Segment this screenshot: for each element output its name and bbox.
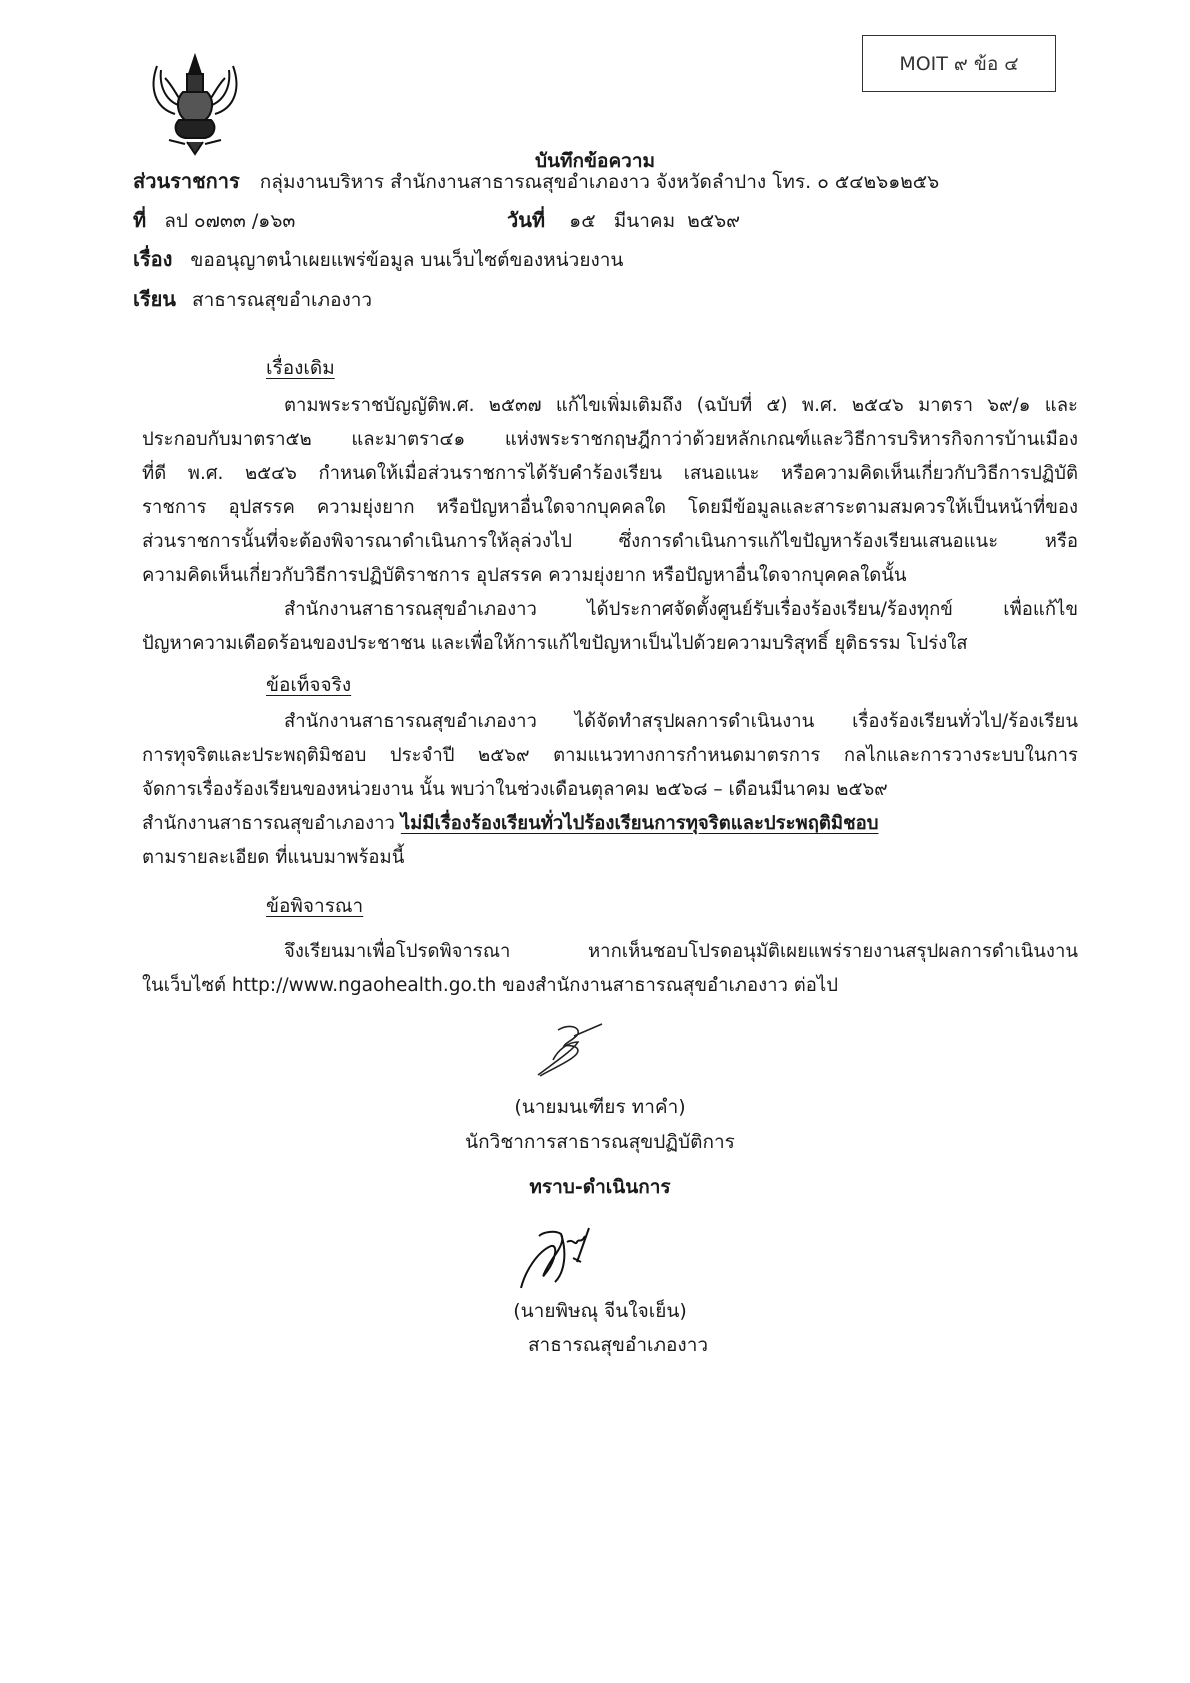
- date-label: วันที่: [507, 208, 546, 232]
- approval-label: ทราบ-ดำเนินการ: [529, 1176, 671, 1198]
- paragraph-line: ความคิดเห็นเกี่ยวกับวิธีการปฏิบัติราชการ อุปสรรค ความยุ่งยาก หรือปัญหาอื่นใดจากบุคคลใดนั้น: [142, 565, 907, 586]
- document-reference-text: MOIT ๙ ข้อ ๔: [899, 52, 1019, 75]
- paragraph-line: ตามพระราชบัญญัติพ.ศ. ๒๕๓๗ แก้ไขเพิ่มเติมถึง (ฉบับที่ ๕) พ.ศ. ๒๕๔๖ มาตรา ๖๙/๑ และ: [284, 395, 1078, 416]
- paragraph-line: ราชการ อุปสรรค ความยุ่งยาก หรือปัญหาอื่นใดจากบุคคลใด โดยมีข้อมูลและสาระตามสมควรให้เป็นหน้าที่ของ: [142, 497, 1078, 518]
- section-heading-consideration: ข้อพิจารณา: [266, 895, 364, 917]
- section-heading-background: เรื่องเดิม: [266, 357, 335, 379]
- date-row: [507, 207, 740, 234]
- paragraph-line: ประกอบกับมาตรา๕๒ และมาตรา๔๑ แห่งพระราชกฤษฎีกาว่าด้วยหลักเกณฑ์และวิธีการบริหารกิจการบ้านเมือง: [142, 429, 1078, 450]
- reference-row: [133, 207, 295, 234]
- paragraph-line: ส่วนราชการนั้นที่จะต้องพิจารณาดำเนินการให้ลุล่วงไป ซึ่งการดำเนินการแก้ไขปัญหาร้องเรียนเสนอแนะ หรือ: [142, 531, 1078, 552]
- paragraph-line: สำนักงานสาธารณสุขอำเภองาว ได้จัดทำสรุปผลการดำเนินงาน เรื่องร้องเรียนทั่วไป/ร้องเรียน: [284, 711, 1078, 732]
- agency-value: กลุ่มงานบริหาร สำนักงานสาธารณสุขอำเภองาว จังหวัดลำปาง โทร. ๐ ๕๔๒๖๑๒๕๖: [259, 171, 940, 193]
- background-paragraph: [142, 389, 1078, 661]
- facts-paragraph: [142, 705, 1078, 875]
- signatory-2-position: สาธารณสุขอำเภองาว: [527, 1334, 709, 1356]
- signature-2-icon: [515, 1222, 605, 1292]
- reference-label: ที่: [133, 208, 147, 232]
- section-heading-facts: ข้อเท็จจริง: [266, 674, 352, 696]
- paragraph-line: จัดการเรื่องร้องเรียนของหน่วยงาน นั้น พบว่าในช่วงเดือนตุลาคม ๒๕๖๘ – เดือนมีนาคม ๒๕๖๙: [142, 779, 888, 800]
- facts-line-prefix: สำนักงานสาธารณสุขอำเภองาว: [142, 813, 401, 834]
- paragraph-line: ที่ดี พ.ศ. ๒๕๔๖ กำหนดให้เมื่อส่วนราชการได้รับคำร้องเรียน เสนอแนะ หรือความคิดเห็นเกี่ยวกับวิธีการปฏิบัติ: [142, 463, 1078, 484]
- paragraph-line: ในเว็บไซต์ http://www.ngaohealth.go.th ของสำนักงานสาธารณสุขอำเภองาว ต่อไป: [142, 975, 838, 996]
- consideration-paragraph: [142, 935, 1078, 1003]
- signatory-1-position: นักวิชาการสาธารณสุขปฏิบัติการ: [465, 1131, 735, 1153]
- subject-row: [133, 246, 623, 273]
- agency-label: ส่วนราชการ: [133, 169, 240, 193]
- signature-1-icon: [528, 1020, 608, 1080]
- to-value: สาธารณสุขอำเภองาว: [192, 289, 373, 311]
- paragraph-line: จึงเรียนมาเพื่อโปรดพิจารณา หากเห็นชอบโปรดอนุมัติเผยแพร่รายงานสรุปผลการดำเนินงาน: [284, 941, 1078, 962]
- to-row: [133, 286, 372, 313]
- signatory-1-name: (นายมนเฑียร ทาคำ): [514, 1096, 686, 1118]
- subject-label: เรื่อง: [133, 247, 173, 271]
- paragraph-line: ปัญหาความเดือดร้อนของประชาชน และเพื่อให้การแก้ไขปัญหาเป็นไปด้วยความบริสุทธิ์ ยุติธรรม โปร่งใส: [142, 633, 968, 654]
- garuda-emblem-icon: [145, 48, 245, 158]
- paragraph-line: [142, 807, 1078, 841]
- no-complaints-emphasis: ไม่มีเรื่องร้องเรียนทั่วไปร้องเรียนการทุจริตและประพฤติมิชอบ: [400, 813, 879, 834]
- reference-value: ลป ๐๗๓๓ /๑๖๓: [164, 210, 296, 232]
- paragraph-line: สำนักงานสาธารณสุขอำเภองาว ได้ประกาศจัดตั้งศูนย์รับเรื่องร้องเรียน/ร้องทุกข์ เพื่อแก้ไข: [284, 599, 1078, 620]
- agency-row: [133, 168, 939, 195]
- paragraph-line: การทุจริตและประพฤติมิชอบ ประจำปี ๒๕๖๙ ตามแนวทางการกำหนดมาตรการ กลไกและการวางระบบในการ: [142, 745, 1078, 766]
- memo-title: บันทึกข้อความ: [534, 150, 656, 172]
- paragraph-line: ตามรายละเอียด ที่แนบมาพร้อมนี้: [142, 847, 405, 868]
- to-label: เรียน: [133, 287, 176, 311]
- document-reference-box: [862, 35, 1056, 92]
- date-value: ๑๕ มีนาคม ๒๕๖๙: [569, 210, 741, 232]
- signatory-2-name: (นายพิษณุ จีนใจเย็น): [513, 1300, 687, 1322]
- subject-value: ขออนุญาตนำเผยแพร่ข้อมูล บนเว็บไซต์ของหน่วยงาน: [190, 249, 624, 271]
